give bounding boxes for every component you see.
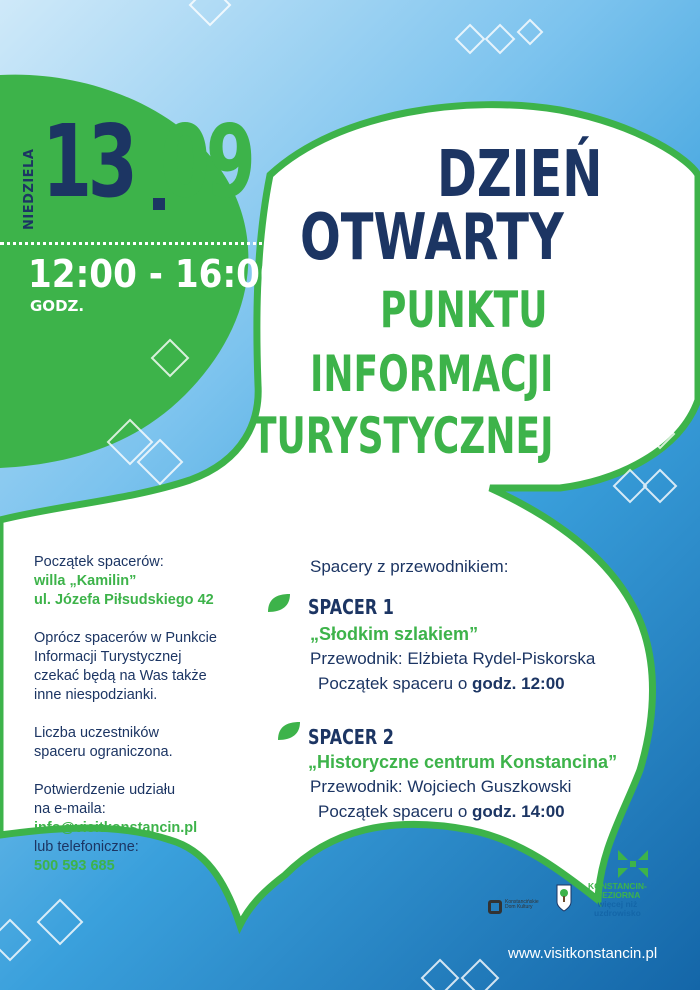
time-label: GODZ. [30,297,85,315]
title-line-2: OTWARTY [300,201,564,275]
confirm-info: Potwierdzenie udziału na e-maila: info@visitkonstancin.pl lub telefoniczne: 500 593 685 [34,782,198,874]
phone-number[interactable]: 500 593 685 [34,858,115,874]
limit-info: Liczba uczestników spaceru ograniczona. [34,725,173,760]
walk-1-label: SPACER 1 [308,595,394,619]
email-link[interactable]: info@visitkonstancin.pl [34,820,198,836]
walk-2-title: „Historyczne centrum Konstancina” [308,752,618,772]
leaf-icon [278,722,300,740]
weekday-label: NIEDZIELA [22,148,37,230]
walk-1-title: „Słodkim szlakiem” [310,624,479,644]
website-url[interactable]: www.visitkonstancin.pl [508,945,658,962]
walk-2-guide: Przewodnik: Wojciech Guszkowski [310,777,572,796]
dotted-divider [0,242,270,245]
walks-heading: Spacery z przewodnikiem: [310,557,509,576]
konstancin-logo-icon [616,848,650,880]
coat-of-arms-icon [556,884,572,912]
date-day: 13 [42,103,134,220]
culture-house-icon [488,900,502,914]
leaf-icon [268,594,290,612]
walk-2-label: SPACER 2 [308,725,394,749]
konstancin-logo-text: KONSTANCIN- -JEZIORNA więcej niż uzdrowisko [588,881,647,918]
date-month: 09 [160,103,252,220]
walk-1-guide: Przewodnik: Elżbieta Rydel-Piskorska [310,649,596,668]
title-line-4: INFORMACJI [310,345,554,403]
title-line-1: DZIEŃ [437,138,603,212]
title-line-3: PUNKTU [380,281,548,339]
start-info: Początek spacerów: willa „Kamilin” ul. Józefa Piłsudskiego 42 [34,554,214,608]
walk-2-start: Początek spaceru o godz. 14:00 [318,802,565,821]
title-line-5: TURYSTYCZNEJ [252,407,554,465]
time-range: 12:00 - 16:00 [28,252,284,296]
info-column [34,553,274,895]
surprise-info: Oprócz spacerów w Punkcie Informacji Turystycznej czekać będą na Was także inne niespodzianki. [34,630,217,703]
walk-1-start: Początek spaceru o godz. 12:00 [318,674,565,693]
culture-house-name: Konstancińskie Dom Kultury [505,899,539,910]
